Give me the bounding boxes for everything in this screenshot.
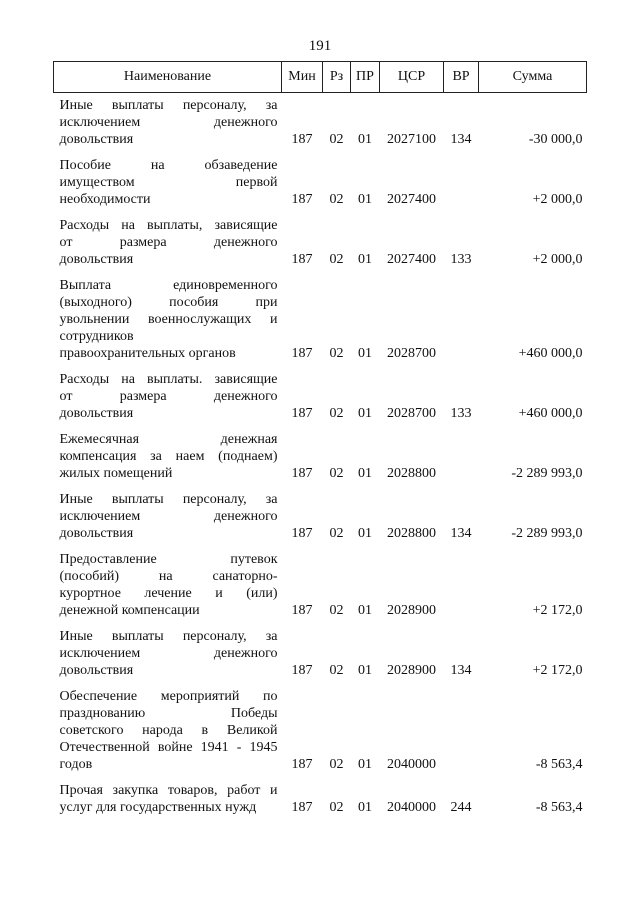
table-row bbox=[54, 157, 587, 217]
table-row bbox=[54, 551, 587, 628]
row-min: 187 bbox=[291, 346, 313, 361]
row-name-line: годов bbox=[59, 757, 93, 772]
table-row bbox=[54, 93, 587, 158]
row-csr: 2028800 bbox=[387, 466, 436, 481]
row-min: 187 bbox=[291, 663, 313, 678]
table-row bbox=[54, 371, 587, 431]
row-csr: 2040000 bbox=[387, 800, 436, 815]
row-name-line: Расходы на выплаты, зависящие bbox=[59, 218, 278, 233]
row-csr: 2027400 bbox=[387, 192, 436, 207]
row-pr: 01 bbox=[358, 800, 372, 815]
table-row bbox=[54, 628, 587, 688]
header-vr: ВР bbox=[444, 62, 479, 93]
row-name-line: довольствия bbox=[59, 252, 134, 267]
header-pr: ПР bbox=[351, 62, 380, 93]
row-csr: 2028900 bbox=[387, 663, 436, 678]
row-sum: +2 172,0 bbox=[532, 603, 583, 618]
row-name-line: Иные выплаты персоналу, за bbox=[59, 629, 278, 644]
header-min: Мин bbox=[282, 62, 323, 93]
row-name-line: Иные выплаты персоналу, за bbox=[59, 492, 278, 507]
row-name-line: довольствия bbox=[59, 132, 134, 147]
budget-table bbox=[53, 61, 587, 825]
row-name bbox=[54, 782, 282, 825]
row-name-line: советского народа в Великой bbox=[59, 723, 278, 738]
row-csr: 2028700 bbox=[387, 346, 436, 361]
row-name-line: необходимости bbox=[59, 192, 151, 207]
row-min: 187 bbox=[291, 406, 313, 421]
row-csr: 2027100 bbox=[387, 132, 436, 147]
row-pr: 01 bbox=[358, 603, 372, 618]
row-name-line: правоохранительных органов bbox=[59, 346, 236, 361]
row-vr: 133 bbox=[450, 406, 472, 421]
row-sum: -8 563,4 bbox=[535, 757, 583, 772]
row-vr bbox=[444, 688, 479, 782]
row-name bbox=[54, 93, 282, 158]
header-name: Наименование bbox=[54, 62, 282, 93]
row-rz: 02 bbox=[329, 132, 344, 147]
row-min: 187 bbox=[291, 132, 313, 147]
header-csr: ЦСР bbox=[380, 62, 444, 93]
row-min: 187 bbox=[291, 252, 313, 267]
table-row bbox=[54, 431, 587, 491]
row-name-line: увольнении военнослужащих и bbox=[59, 312, 278, 327]
table-body bbox=[54, 93, 587, 826]
row-sum: +2 000,0 bbox=[532, 252, 583, 267]
table-row bbox=[54, 491, 587, 551]
row-name bbox=[54, 217, 282, 277]
row-name-line: имуществом первой bbox=[59, 175, 278, 190]
row-name-line: денежной компенсации bbox=[59, 603, 200, 618]
row-name-line: Выплата единовременного bbox=[59, 278, 278, 293]
table-row bbox=[54, 217, 587, 277]
row-name-line: (выходного) пособия при bbox=[59, 295, 278, 310]
row-pr: 01 bbox=[358, 192, 372, 207]
row-name bbox=[54, 628, 282, 688]
row-name-line: Предоставление путевок bbox=[59, 552, 278, 567]
row-name bbox=[54, 431, 282, 491]
row-name-line: Иные выплаты персоналу, за bbox=[59, 98, 278, 113]
row-vr bbox=[444, 277, 479, 371]
row-pr: 01 bbox=[358, 132, 372, 147]
row-vr bbox=[444, 431, 479, 491]
row-rz: 02 bbox=[329, 526, 344, 541]
row-name-line: Расходы на выплаты. зависящие bbox=[59, 372, 278, 387]
row-name bbox=[54, 688, 282, 782]
row-name-line: от размера денежного bbox=[59, 235, 278, 250]
row-sum: -2 289 993,0 bbox=[511, 466, 583, 481]
row-name-line: сотрудников bbox=[59, 329, 134, 344]
row-name-line: довольствия bbox=[59, 526, 134, 541]
row-sum: -2 289 993,0 bbox=[511, 526, 583, 541]
table-row bbox=[54, 688, 587, 782]
row-name-line: Обеспечение мероприятий по bbox=[59, 689, 278, 704]
row-csr: 2040000 bbox=[387, 757, 436, 772]
row-pr: 01 bbox=[358, 466, 372, 481]
row-pr: 01 bbox=[358, 252, 372, 267]
row-rz: 02 bbox=[329, 406, 344, 421]
row-vr: 134 bbox=[450, 663, 472, 678]
row-name-line: исключением денежного bbox=[59, 509, 278, 524]
row-rz: 02 bbox=[329, 757, 344, 772]
row-rz: 02 bbox=[329, 346, 344, 361]
row-pr: 01 bbox=[358, 757, 372, 772]
row-name-line: (пособий) на санаторно- bbox=[59, 569, 278, 584]
row-name-line: компенсация за наем (поднаем) bbox=[59, 449, 278, 464]
row-vr: 244 bbox=[450, 800, 472, 815]
row-vr: 134 bbox=[450, 132, 472, 147]
row-min: 187 bbox=[291, 800, 313, 815]
row-csr: 2028800 bbox=[387, 526, 436, 541]
row-pr: 01 bbox=[358, 406, 372, 421]
row-sum: +460 000,0 bbox=[518, 346, 583, 361]
row-min: 187 bbox=[291, 757, 313, 772]
row-min: 187 bbox=[291, 192, 313, 207]
row-rz: 02 bbox=[329, 192, 344, 207]
row-name-line: довольствия bbox=[59, 663, 134, 678]
row-pr: 01 bbox=[358, 526, 372, 541]
row-min: 187 bbox=[291, 466, 313, 481]
row-name bbox=[54, 277, 282, 371]
row-name-line: исключением денежного bbox=[59, 646, 278, 661]
row-name-line: Прочая закупка товаров, работ и bbox=[59, 783, 278, 798]
row-pr: 01 bbox=[358, 346, 372, 361]
page-number: 191 bbox=[308, 38, 332, 54]
row-vr: 134 bbox=[450, 526, 472, 541]
row-name-line: довольствия bbox=[59, 406, 134, 421]
row-min: 187 bbox=[291, 526, 313, 541]
row-name bbox=[54, 551, 282, 628]
header-sum: Сумма bbox=[479, 62, 587, 93]
row-rz: 02 bbox=[329, 663, 344, 678]
row-name-line: Отечественной войне 1941 - 1945 bbox=[59, 740, 278, 755]
row-sum: -8 563,4 bbox=[535, 800, 583, 815]
row-sum: +2 000,0 bbox=[532, 192, 583, 207]
row-name bbox=[54, 371, 282, 431]
row-name-line: исключением денежного bbox=[59, 115, 278, 130]
row-rz: 02 bbox=[329, 800, 344, 815]
row-name-line: Ежемесячная денежная bbox=[59, 432, 278, 447]
row-name-line: от размера денежного bbox=[59, 389, 278, 404]
row-sum: -30 000,0 bbox=[528, 132, 583, 147]
row-name-line: жилых помещений bbox=[59, 466, 173, 481]
row-csr: 2028700 bbox=[387, 406, 436, 421]
row-sum: +460 000,0 bbox=[518, 406, 583, 421]
row-vr bbox=[444, 157, 479, 217]
row-name-line: курортное лечение и (или) bbox=[59, 586, 278, 601]
row-vr: 133 bbox=[450, 252, 472, 267]
row-vr bbox=[444, 551, 479, 628]
row-min: 187 bbox=[291, 603, 313, 618]
table-header-row bbox=[54, 62, 587, 93]
row-rz: 02 bbox=[329, 466, 344, 481]
header-rz: Рз bbox=[323, 62, 351, 93]
row-name bbox=[54, 157, 282, 217]
row-rz: 02 bbox=[329, 603, 344, 618]
row-name-line: услуг для государственных нужд bbox=[59, 800, 257, 815]
row-name-line: празднованию Победы bbox=[59, 706, 278, 721]
row-pr: 01 bbox=[358, 663, 372, 678]
table-row bbox=[54, 782, 587, 825]
row-name-line: Пособие на обзаведение bbox=[59, 158, 278, 173]
row-csr: 2028900 bbox=[387, 603, 436, 618]
row-name bbox=[54, 491, 282, 551]
row-rz: 02 bbox=[329, 252, 344, 267]
table-row bbox=[54, 277, 587, 371]
row-sum: +2 172,0 bbox=[532, 663, 583, 678]
row-csr: 2027400 bbox=[387, 252, 436, 267]
